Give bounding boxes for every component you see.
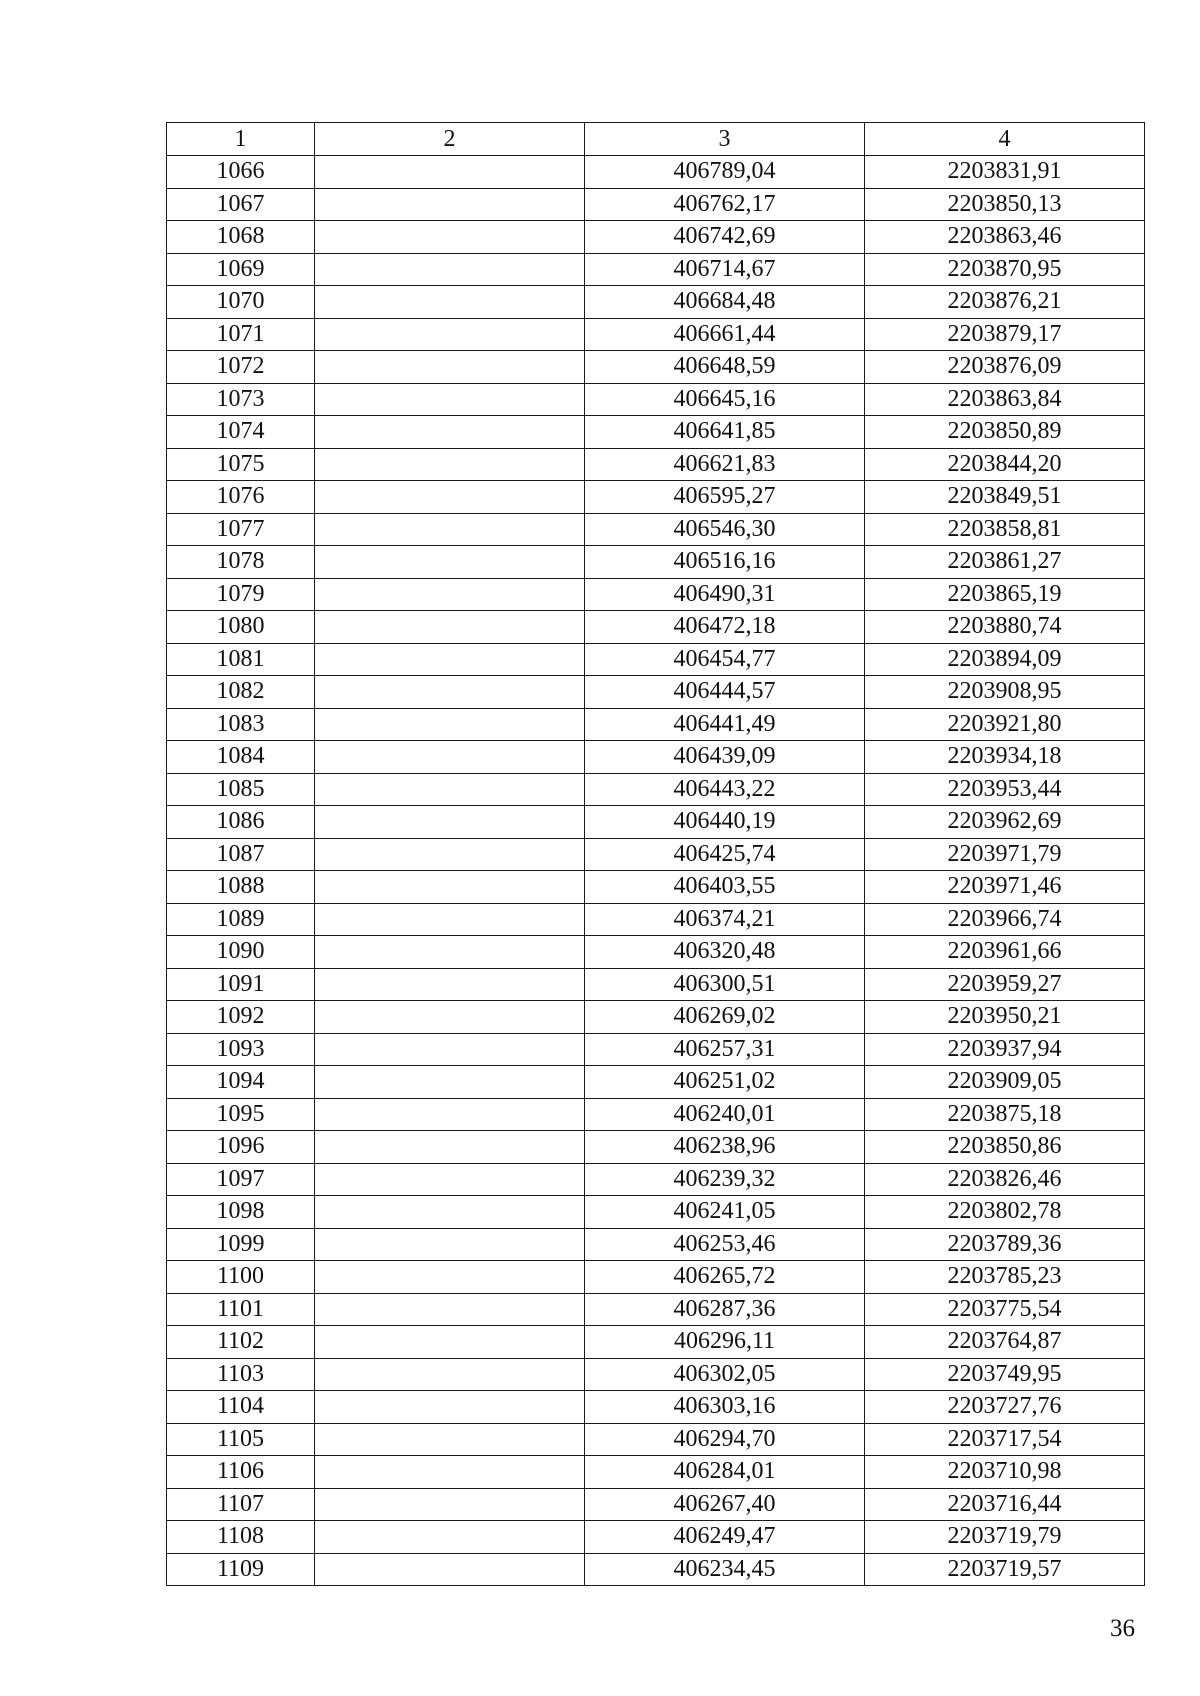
point-number-cell: 1084 [167,741,315,774]
description-cell [315,318,585,351]
point-number-cell: 1076 [167,481,315,514]
description-cell [315,806,585,839]
table-row [167,318,1145,351]
table-row [167,838,1145,871]
description-cell [315,676,585,709]
x-coordinate-cell: 406303,16 [585,1391,865,1424]
y-coordinate-cell: 2203937,94 [865,1033,1145,1066]
point-number-cell: 1096 [167,1131,315,1164]
y-coordinate-cell: 2203775,54 [865,1293,1145,1326]
description-cell [315,448,585,481]
point-number-cell: 1085 [167,773,315,806]
description-cell [315,643,585,676]
y-coordinate-cell: 2203959,27 [865,968,1145,1001]
point-number-cell: 1099 [167,1228,315,1261]
y-coordinate-cell: 2203880,74 [865,611,1145,644]
point-number-cell: 1071 [167,318,315,351]
table-row [167,351,1145,384]
point-number-cell: 1093 [167,1033,315,1066]
x-coordinate-cell: 406239,32 [585,1163,865,1196]
x-coordinate-cell: 406425,74 [585,838,865,871]
table-row [167,1131,1145,1164]
table-row [167,1098,1145,1131]
column-header-1: 1 [167,123,315,156]
x-coordinate-cell: 406320,48 [585,936,865,969]
x-coordinate-cell: 406284,01 [585,1456,865,1489]
y-coordinate-cell: 2203710,98 [865,1456,1145,1489]
table-row [167,1228,1145,1261]
y-coordinate-cell: 2203789,36 [865,1228,1145,1261]
table-row [167,1456,1145,1489]
table-row [167,871,1145,904]
description-cell [315,1066,585,1099]
description-cell [315,611,585,644]
table-row [167,968,1145,1001]
y-coordinate-cell: 2203861,27 [865,546,1145,579]
table-row [167,1423,1145,1456]
description-cell [315,1228,585,1261]
point-number-cell: 1102 [167,1326,315,1359]
description-cell [315,351,585,384]
y-coordinate-cell: 2203875,18 [865,1098,1145,1131]
x-coordinate-cell: 406240,01 [585,1098,865,1131]
table-row [167,253,1145,286]
point-number-cell: 1088 [167,871,315,904]
point-number-cell: 1074 [167,416,315,449]
x-coordinate-cell: 406684,48 [585,286,865,319]
point-number-cell: 1103 [167,1358,315,1391]
description-cell [315,936,585,969]
y-coordinate-cell: 2203921,80 [865,708,1145,741]
x-coordinate-cell: 406251,02 [585,1066,865,1099]
description-cell [315,1293,585,1326]
table-row [167,643,1145,676]
table-row [167,1326,1145,1359]
description-cell [315,253,585,286]
description-cell [315,708,585,741]
x-coordinate-cell: 406595,27 [585,481,865,514]
y-coordinate-cell: 2203909,05 [865,1066,1145,1099]
y-coordinate-cell: 2203719,79 [865,1521,1145,1554]
description-cell [315,741,585,774]
table-row [167,1488,1145,1521]
y-coordinate-cell: 2203826,46 [865,1163,1145,1196]
description-cell [315,1391,585,1424]
y-coordinate-cell: 2203876,09 [865,351,1145,384]
x-coordinate-cell: 406241,05 [585,1196,865,1229]
description-cell [315,578,585,611]
x-coordinate-cell: 406234,45 [585,1553,865,1586]
point-number-cell: 1094 [167,1066,315,1099]
description-cell [315,1521,585,1554]
description-cell [315,838,585,871]
table-row [167,1196,1145,1229]
y-coordinate-cell: 2203785,23 [865,1261,1145,1294]
description-cell [315,871,585,904]
y-coordinate-cell: 2203962,69 [865,806,1145,839]
y-coordinate-cell: 2203961,66 [865,936,1145,969]
y-coordinate-cell: 2203971,46 [865,871,1145,904]
point-number-cell: 1108 [167,1521,315,1554]
table-row [167,1521,1145,1554]
x-coordinate-cell: 406238,96 [585,1131,865,1164]
point-number-cell: 1072 [167,351,315,384]
column-header-4: 4 [865,123,1145,156]
point-number-cell: 1079 [167,578,315,611]
y-coordinate-cell: 2203764,87 [865,1326,1145,1359]
x-coordinate-cell: 406661,44 [585,318,865,351]
table-row [167,936,1145,969]
table-row [167,578,1145,611]
x-coordinate-cell: 406441,49 [585,708,865,741]
y-coordinate-cell: 2203802,78 [865,1196,1145,1229]
y-coordinate-cell: 2203953,44 [865,773,1145,806]
table-row [167,773,1145,806]
table-row [167,1163,1145,1196]
description-cell [315,1131,585,1164]
table-row [167,188,1145,221]
description-cell [315,221,585,254]
description-cell [315,546,585,579]
x-coordinate-cell: 406439,09 [585,741,865,774]
x-coordinate-cell: 406294,70 [585,1423,865,1456]
point-number-cell: 1075 [167,448,315,481]
x-coordinate-cell: 406253,46 [585,1228,865,1261]
table-row [167,741,1145,774]
x-coordinate-cell: 406265,72 [585,1261,865,1294]
description-cell [315,1196,585,1229]
x-coordinate-cell: 406490,31 [585,578,865,611]
table-header [167,123,1145,156]
header-row [167,123,1145,156]
point-number-cell: 1066 [167,156,315,189]
description-cell [315,1456,585,1489]
description-cell [315,416,585,449]
point-number-cell: 1092 [167,1001,315,1034]
point-number-cell: 1095 [167,1098,315,1131]
point-number-cell: 1097 [167,1163,315,1196]
point-number-cell: 1083 [167,708,315,741]
table-row [167,708,1145,741]
y-coordinate-cell: 2203858,81 [865,513,1145,546]
description-cell [315,383,585,416]
table-row [167,1033,1145,1066]
point-number-cell: 1081 [167,643,315,676]
table-row [167,1001,1145,1034]
y-coordinate-cell: 2203971,79 [865,838,1145,871]
point-number-cell: 1098 [167,1196,315,1229]
y-coordinate-cell: 2203849,51 [865,481,1145,514]
x-coordinate-cell: 406302,05 [585,1358,865,1391]
table-row [167,286,1145,319]
point-number-cell: 1069 [167,253,315,286]
point-number-cell: 1101 [167,1293,315,1326]
x-coordinate-cell: 406546,30 [585,513,865,546]
x-coordinate-cell: 406714,67 [585,253,865,286]
point-number-cell: 1086 [167,806,315,839]
y-coordinate-cell: 2203831,91 [865,156,1145,189]
description-cell [315,1423,585,1456]
column-header-3: 3 [585,123,865,156]
description-cell [315,1358,585,1391]
y-coordinate-cell: 2203950,21 [865,1001,1145,1034]
y-coordinate-cell: 2203850,89 [865,416,1145,449]
description-cell [315,1001,585,1034]
table-body [167,156,1145,1586]
point-number-cell: 1073 [167,383,315,416]
point-number-cell: 1090 [167,936,315,969]
point-number-cell: 1087 [167,838,315,871]
point-number-cell: 1107 [167,1488,315,1521]
y-coordinate-cell: 2203870,95 [865,253,1145,286]
table-row [167,416,1145,449]
table-row [167,1293,1145,1326]
point-number-cell: 1070 [167,286,315,319]
description-cell [315,513,585,546]
table-row [167,481,1145,514]
point-number-cell: 1105 [167,1423,315,1456]
table-row [167,448,1145,481]
x-coordinate-cell: 406789,04 [585,156,865,189]
page-number: 36 [1110,1615,1135,1642]
table-row [167,221,1145,254]
x-coordinate-cell: 406296,11 [585,1326,865,1359]
y-coordinate-cell: 2203716,44 [865,1488,1145,1521]
point-number-cell: 1109 [167,1553,315,1586]
description-cell [315,481,585,514]
point-number-cell: 1106 [167,1456,315,1489]
y-coordinate-cell: 2203717,54 [865,1423,1145,1456]
y-coordinate-cell: 2203727,76 [865,1391,1145,1424]
description-cell [315,1033,585,1066]
description-cell [315,188,585,221]
x-coordinate-cell: 406454,77 [585,643,865,676]
x-coordinate-cell: 406516,16 [585,546,865,579]
column-header-2: 2 [315,123,585,156]
table-row [167,156,1145,189]
x-coordinate-cell: 406443,22 [585,773,865,806]
y-coordinate-cell: 2203844,20 [865,448,1145,481]
x-coordinate-cell: 406444,57 [585,676,865,709]
x-coordinate-cell: 406257,31 [585,1033,865,1066]
table-row [167,513,1145,546]
y-coordinate-cell: 2203894,09 [865,643,1145,676]
point-number-cell: 1100 [167,1261,315,1294]
coordinates-table [166,122,1145,1586]
x-coordinate-cell: 406742,69 [585,221,865,254]
table-row [167,903,1145,936]
point-number-cell: 1078 [167,546,315,579]
y-coordinate-cell: 2203865,19 [865,578,1145,611]
table-row [167,1391,1145,1424]
description-cell [315,773,585,806]
table-row [167,546,1145,579]
x-coordinate-cell: 406472,18 [585,611,865,644]
y-coordinate-cell: 2203876,21 [865,286,1145,319]
table-row [167,676,1145,709]
y-coordinate-cell: 2203749,95 [865,1358,1145,1391]
description-cell [315,156,585,189]
x-coordinate-cell: 406267,40 [585,1488,865,1521]
x-coordinate-cell: 406287,36 [585,1293,865,1326]
point-number-cell: 1068 [167,221,315,254]
y-coordinate-cell: 2203966,74 [865,903,1145,936]
table-row [167,1358,1145,1391]
x-coordinate-cell: 406621,83 [585,448,865,481]
point-number-cell: 1089 [167,903,315,936]
x-coordinate-cell: 406374,21 [585,903,865,936]
x-coordinate-cell: 406403,55 [585,871,865,904]
y-coordinate-cell: 2203850,13 [865,188,1145,221]
x-coordinate-cell: 406762,17 [585,188,865,221]
y-coordinate-cell: 2203863,84 [865,383,1145,416]
description-cell [315,968,585,1001]
y-coordinate-cell: 2203908,95 [865,676,1145,709]
description-cell [315,903,585,936]
x-coordinate-cell: 406641,85 [585,416,865,449]
x-coordinate-cell: 406648,59 [585,351,865,384]
table-row [167,611,1145,644]
x-coordinate-cell: 406645,16 [585,383,865,416]
x-coordinate-cell: 406249,47 [585,1521,865,1554]
point-number-cell: 1104 [167,1391,315,1424]
y-coordinate-cell: 2203719,57 [865,1553,1145,1586]
point-number-cell: 1077 [167,513,315,546]
table-row [167,1261,1145,1294]
description-cell [315,1553,585,1586]
description-cell [315,1261,585,1294]
description-cell [315,1163,585,1196]
point-number-cell: 1082 [167,676,315,709]
description-cell [315,1098,585,1131]
x-coordinate-cell: 406440,19 [585,806,865,839]
description-cell [315,1488,585,1521]
y-coordinate-cell: 2203934,18 [865,741,1145,774]
x-coordinate-cell: 406269,02 [585,1001,865,1034]
point-number-cell: 1067 [167,188,315,221]
y-coordinate-cell: 2203850,86 [865,1131,1145,1164]
point-number-cell: 1080 [167,611,315,644]
y-coordinate-cell: 2203879,17 [865,318,1145,351]
table-row [167,1066,1145,1099]
table-row [167,1553,1145,1586]
description-cell [315,286,585,319]
x-coordinate-cell: 406300,51 [585,968,865,1001]
description-cell [315,1326,585,1359]
table-row [167,383,1145,416]
y-coordinate-cell: 2203863,46 [865,221,1145,254]
table-row [167,806,1145,839]
point-number-cell: 1091 [167,968,315,1001]
